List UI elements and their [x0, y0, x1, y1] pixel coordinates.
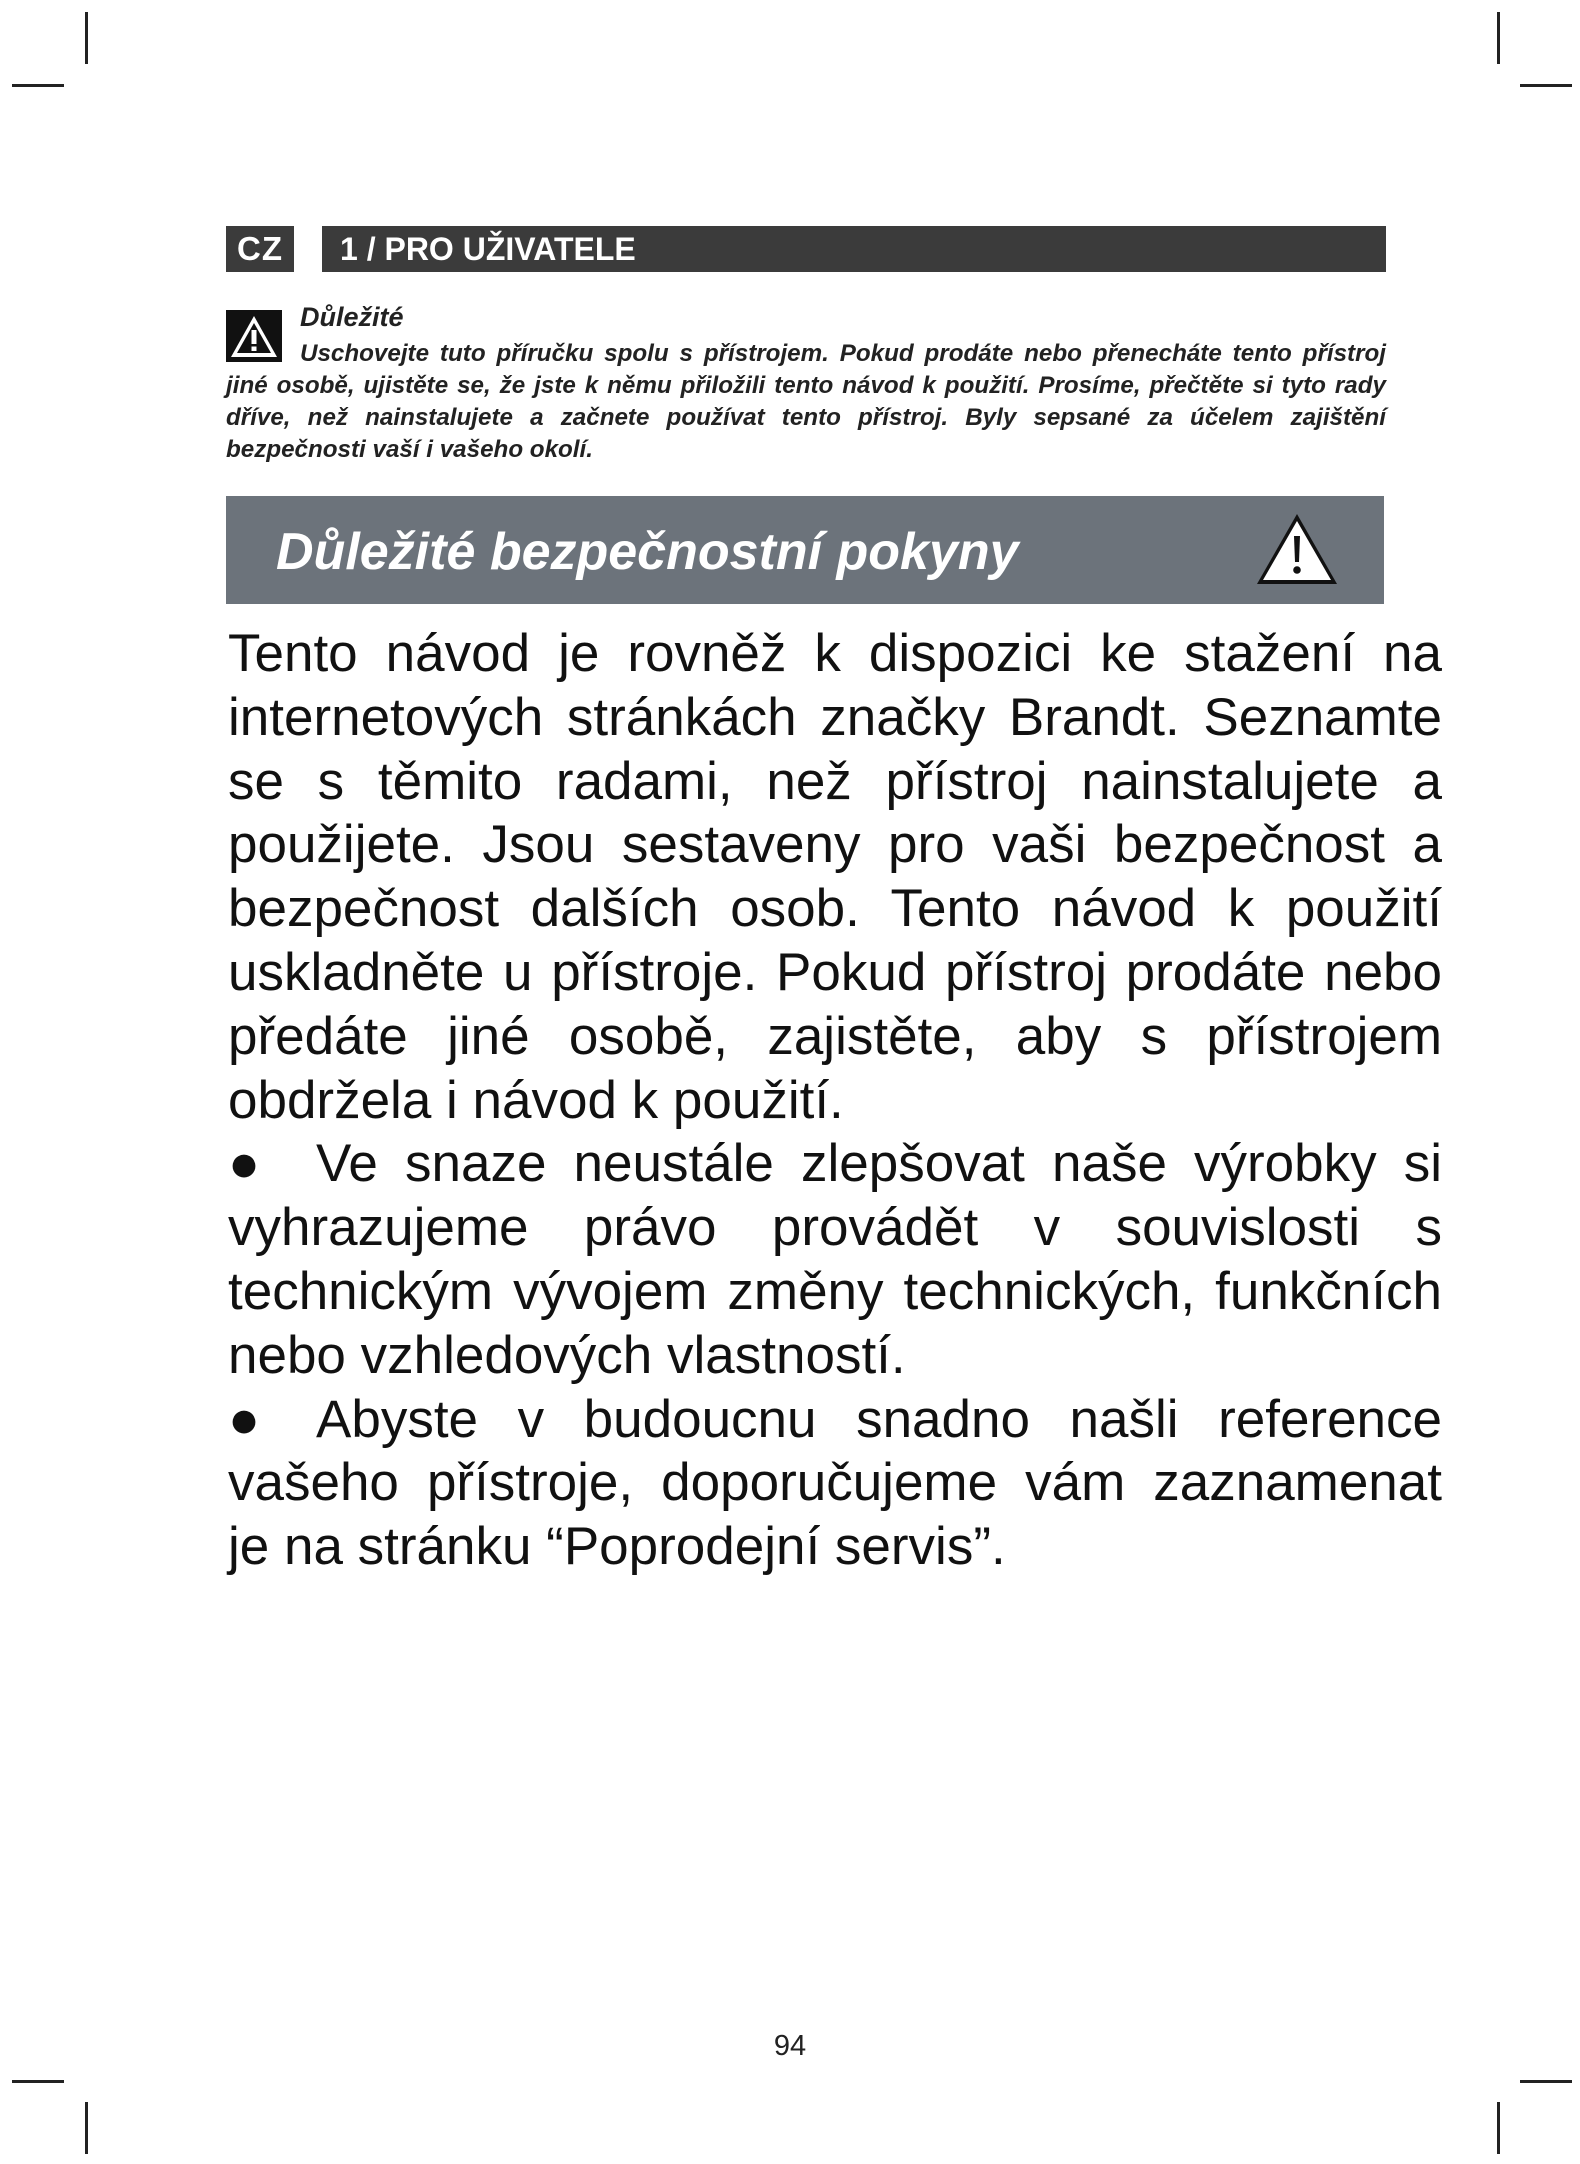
bullet-icon: ● — [228, 1134, 261, 1194]
crop-mark-bottom-right-vertical — [1497, 2102, 1500, 2154]
bullet-text: Ve snaze neustále zlepšovat naše výrobky si vyhrazujeme právo provádět v souvislosti s technickým vývojem změny technických, funkčních nebo vzhledových vlastností. — [228, 1134, 1442, 1385]
page-number: 94 — [773, 2030, 807, 2062]
crop-mark-top-left-horizontal — [12, 84, 64, 87]
crop-mark-top-left-vertical — [85, 12, 88, 64]
safety-banner — [226, 496, 1384, 604]
crop-mark-top-right-vertical — [1497, 12, 1500, 64]
list-item — [228, 1132, 1442, 1387]
language-tag: CZ — [226, 226, 294, 272]
body-text — [228, 622, 1442, 1579]
crop-mark-bottom-left-horizontal — [12, 2080, 64, 2083]
section-title-bar: 1 / PRO UŽIVATELE — [322, 226, 1386, 272]
bullet-text: Abyste v budoucnu snadno našli reference vašeho přístroje, doporučujeme vám zaznamenat je na stránku “Poprodejní servis”. — [228, 1389, 1442, 1577]
intro-paragraph: Tento návod je rovněž k dispozici ke stažení na internetových stránkách značky Brandt. Seznamte se s těmito radami, než přístroj nainstalujete a použijete. Jsou sestaveny pro vaši bezpečnost a bezpečnost dalších osob. Tento návod k použití uskladněte u přístroje. Pokud přístroj prodáte nebo předáte jiné osobě, zajistěte, aby s přístrojem obdržela i návod k použití. — [228, 624, 1442, 1130]
list-item — [228, 1388, 1442, 1579]
banner-title: Důležité bezpečnostní pokyny — [276, 523, 1019, 581]
crop-mark-bottom-left-vertical — [85, 2102, 88, 2154]
notice-title: Důležité — [300, 302, 404, 332]
warning-triangle-icon — [1254, 510, 1340, 588]
notice-body: Uschovejte tuto příručku spolu s přístrojem. Pokud prodáte nebo přenecháte tento přístroj jiné osobě, ujistěte se, že jste k němu přiložili tento návod k použití. Prosíme, přečtěte si tyto rady dříve, než nainstalujete a začnete používat tento přístroj. Byly sepsané za účelem zajištění bezpečnosti vaší i vašeho okolí. — [226, 340, 1386, 463]
crop-mark-bottom-right-horizontal — [1520, 2080, 1572, 2083]
crop-mark-top-right-horizontal — [1520, 84, 1572, 87]
bullet-icon: ● — [228, 1389, 261, 1449]
